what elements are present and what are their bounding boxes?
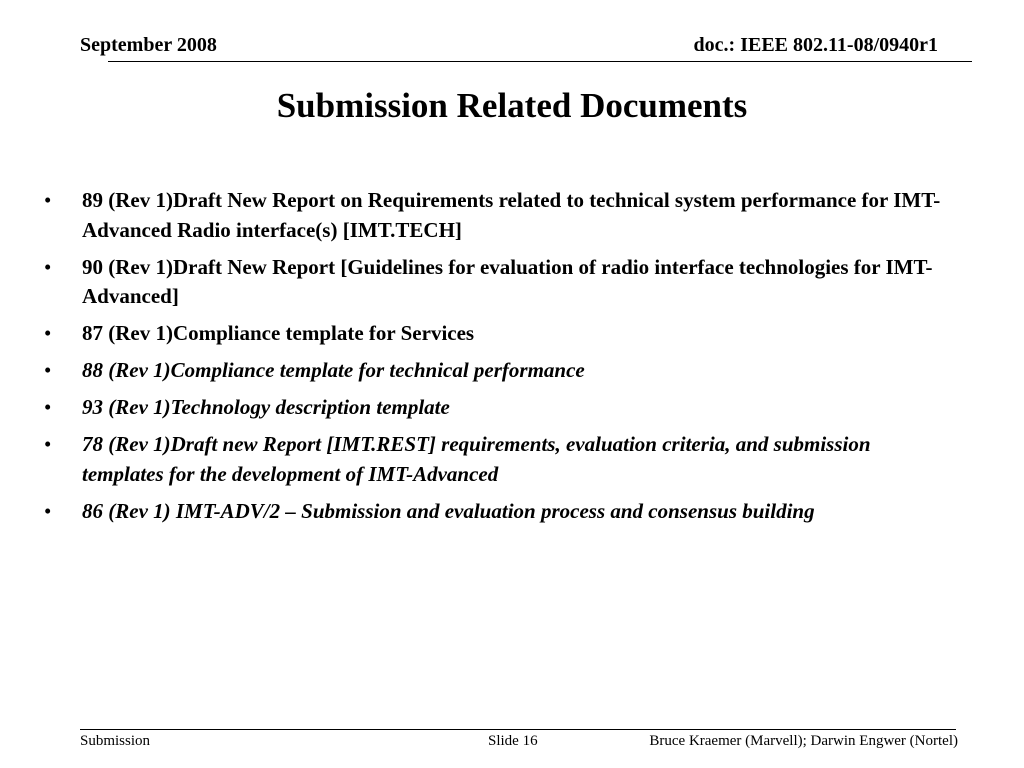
footer-divider [80, 729, 956, 730]
list-item [44, 430, 944, 489]
slide-title: Submission Related Documents [276, 86, 748, 125]
bullet-icon: • [44, 321, 52, 345]
header-date: September 2008 [80, 34, 217, 56]
bullet-icon: • [44, 498, 52, 523]
bullet-icon: • [44, 254, 52, 279]
list-item [44, 253, 944, 312]
bullet-icon: • [44, 358, 52, 382]
list-item [44, 393, 944, 423]
list-item-text: 89 (Rev 1)Draft New Report on Requirements related to technical system performance for IMT-Advanced Radio interface(s) [IMT.TECH] [82, 188, 941, 242]
list-item-text: 78 (Rev 1)Draft new Report [IMT.REST] requirements, evaluation criteria, and submission templates for the development of IMT-Advanced [82, 432, 871, 486]
list-item-text: 90 (Rev 1)Draft New Report [Guidelines for evaluation of radio interface technologies for IMT-Advanced] [82, 254, 933, 308]
footer-slide-number: Slide 16 [488, 733, 538, 749]
list-item-text: 86 (Rev 1) IMT-ADV/2 – Submission and evaluation process and consensus building [82, 498, 815, 523]
bullet-icon: • [44, 188, 52, 212]
footer-authors: Bruce Kraemer (Marvell); Darwin Engwer (Nortel) [649, 733, 958, 749]
list-item [44, 356, 944, 386]
list-item-text: 93 (Rev 1)Technology description template [82, 395, 450, 419]
list-item [44, 497, 944, 527]
header-divider [108, 61, 972, 62]
footer-submission-label: Submission [80, 733, 151, 749]
bullet-icon: • [44, 432, 52, 456]
list-item-text: 88 (Rev 1)Compliance template for technical performance [82, 358, 585, 382]
bullet-icon: • [44, 395, 52, 419]
list-item [44, 319, 944, 349]
list-item [44, 186, 944, 245]
document-list [44, 186, 944, 534]
list-item-text: 87 (Rev 1)Compliance template for Services [82, 321, 475, 345]
header-doc-id: doc.: IEEE 802.11-08/0940r1 [693, 34, 938, 56]
